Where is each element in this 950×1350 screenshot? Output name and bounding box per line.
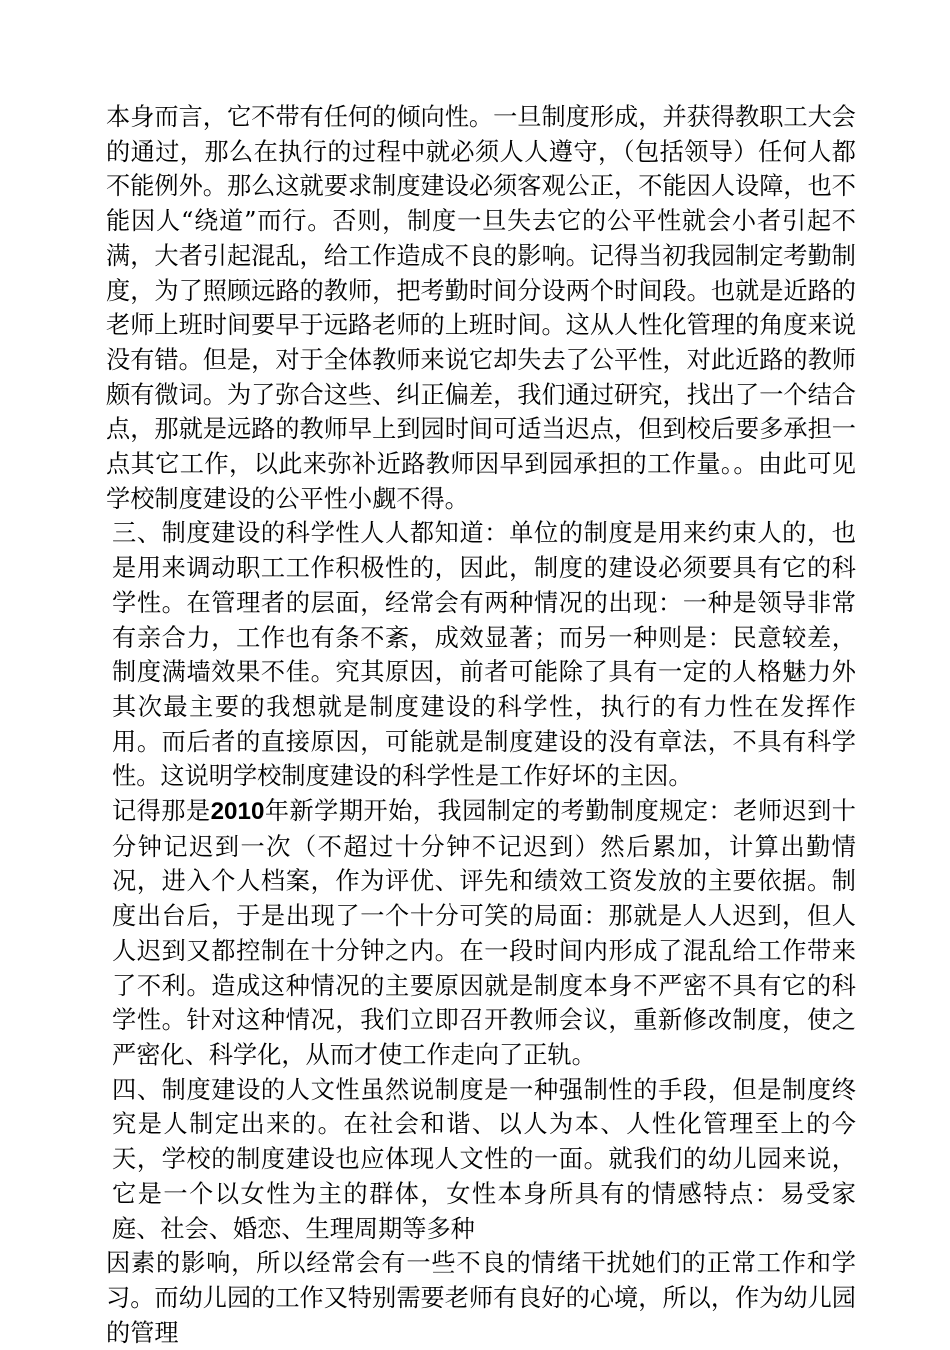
year-number: 2010 (210, 798, 265, 826)
paragraph-emotions: 因素的影响，所以经常会有一些不良的情绪干扰她们的正常工作和学习。而幼儿园的工作又特别需要老师有良好的心境，所以，作为幼儿园的管理 (106, 1249, 856, 1347)
paragraph-attendance-prefix: 记得那是 (112, 797, 211, 826)
document-page (106, 100, 856, 1350)
paragraph-attendance-suffix: 年新学期开始，我园制定的考勤制度规定：老师迟到十分钟记迟到一次（不超过十分钟不记迟到）然后累加，计算出勤情况，进入个人档案，作为评优、评先和绩效工资发放的主要依据。制度出台后，于是出现了一个十分可笑的局面：那就是人人迟到，但人人迟到又都控制在十分钟之内。在一段时间内形成了混乱给工作带来了不利。造成这种情况的主要原因就是制度本身不严密不具有它的科学性。针对这种情况，我们立即召开教师会议，重新修改制度，使之严密化、科学化，从而才使工作走向了正轨。 (112, 797, 856, 1069)
paragraph-scientific: 三、制度建设的科学性人人都知道：单位的制度是用来约束人的，也是用来调动职工工作积极性的，因此，制度的建设必须要具有它的科学性。在管理者的层面，经常会有两种情况的出现：一种是领导非常有亲合力，工作也有条不紊，成效显著；而另一种则是：民意较差，制度满墙效果不佳。究其原因，前者可能除了具有一定的人格魅力外其次最主要的我想就是制度建设的科学性，执行的有力性在发挥作用。而后者的直接原因，可能就是制度建设的没有章法，不具有科学性。这说明学校制度建设的科学性是工作好坏的主因。 (112, 519, 856, 791)
paragraph-fairness: 本身而言，它不带有任何的倾向性。一旦制度形成，并获得教职工大会的通过，那么在执行的过程中就必须人人遵守，（包括领导）任何人都不能例外。那么这就要求制度建设必须客观公正，不能因人设障，也不能因人“绕道”而行。否则，制度一旦失去它的公平性就会小者引起不满，大者引起混乱，给工作造成不良的影响。记得当初我园制定考勤制度，为了照顾远路的教师，把考勤时间分设两个时间段。也就是近路的老师上班时间要早于远路老师的上班时间。这从人性化管理的角度来说没有错。但是，对于全体教师来说它却失去了公平性，对此近路的教师颇有微词。为了弥合这些、纠正偏差，我们通过研究，找出了一个结合点，那就是远路的教师早上到园时间可适当迟点，但到校后要多承担一点其它工作，以此来弥补近路教师因早到园承担的工作量。。由此可见学校制度建设的公平性小觑不得。 (106, 103, 856, 513)
paragraph-humanistic: 四、制度建设的人文性虽然说制度是一种强制性的手段，但是制度终究是人制定出来的。在社会和谐、以人为本、人性化管理至上的今天，学校的制度建设也应体现人文性的一面。就我们的幼儿园来说，它是一个以女性为主的群体，女性本身所具有的情感特点：易受家庭、社会、婚恋、生理周期等多种 (112, 1075, 856, 1243)
paragraph-attendance-2010 (106, 794, 856, 1073)
